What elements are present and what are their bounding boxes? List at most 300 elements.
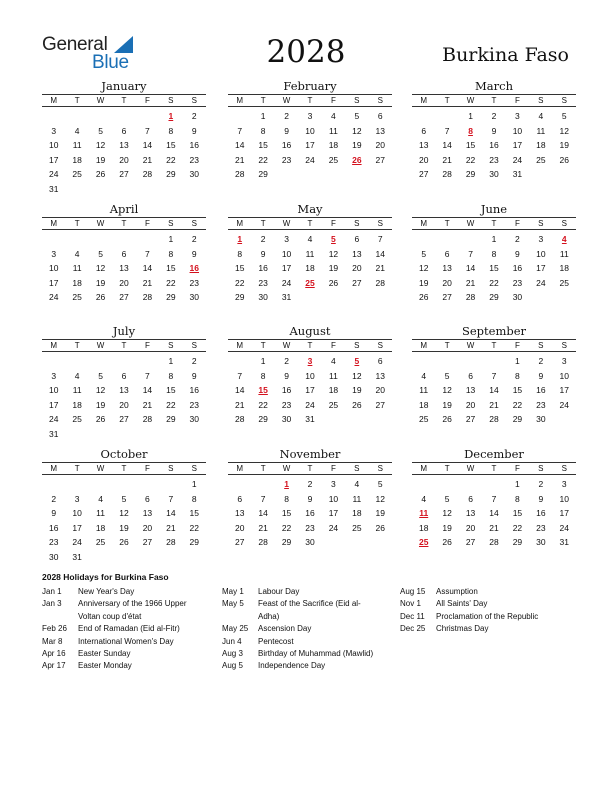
day: 17	[559, 508, 570, 519]
day: 18	[559, 263, 570, 274]
day: 8	[260, 370, 266, 381]
day: 25	[559, 277, 570, 288]
day: 16	[512, 263, 523, 274]
day: 24	[48, 292, 59, 303]
day: 30	[48, 551, 59, 562]
day: 11	[72, 140, 82, 151]
day: 9	[191, 370, 197, 381]
weekday-label: T	[74, 219, 80, 228]
day: 15	[166, 385, 176, 396]
holiday-date: Dec 25	[400, 624, 426, 634]
weekday-label: T	[260, 219, 266, 228]
day: 22	[166, 277, 176, 288]
day: 20	[375, 140, 386, 151]
day: 19	[442, 399, 452, 410]
day: 3	[284, 234, 289, 244]
day: 7	[377, 234, 383, 244]
day: 14	[258, 508, 268, 519]
empty-day	[412, 109, 435, 124]
weekday-label: T	[307, 464, 313, 473]
weekday-label: T	[491, 219, 497, 228]
day: 2	[538, 356, 544, 366]
day: 24	[328, 522, 339, 533]
weekday-label: S	[168, 96, 174, 105]
day: 28	[142, 169, 153, 180]
day: 8	[515, 493, 520, 504]
empty-day	[42, 232, 65, 247]
day: 26	[442, 537, 452, 548]
holiday-name: Pentecost	[258, 636, 294, 646]
day: 22	[166, 399, 176, 410]
weekday-label: T	[260, 96, 266, 105]
holiday-entry	[400, 623, 570, 635]
day: 6	[354, 234, 360, 244]
empty-day	[412, 354, 435, 369]
day: 7	[237, 370, 243, 381]
day: 13	[442, 263, 452, 274]
holiday-date: Aug 5	[222, 661, 243, 671]
day: 1	[168, 234, 174, 244]
logo-text-blue: Blue	[92, 52, 129, 73]
day: 6	[377, 356, 383, 366]
day: 20	[465, 399, 476, 410]
day: 11	[329, 370, 338, 381]
weekday-label: S	[354, 341, 360, 350]
day: 1	[491, 234, 497, 244]
day: 3	[561, 356, 567, 366]
day: 23	[48, 537, 59, 548]
empty-day	[89, 477, 112, 492]
day: 19	[352, 140, 362, 151]
day: 30	[281, 414, 292, 425]
day: 11	[419, 385, 429, 396]
day: 9	[260, 248, 266, 259]
day: 22	[166, 154, 176, 165]
day: 18	[72, 277, 82, 288]
weekday-header	[42, 339, 206, 352]
day: 24	[305, 399, 315, 410]
day: 29	[166, 169, 176, 180]
holiday-day: 3	[307, 356, 313, 366]
day: 20	[119, 399, 129, 410]
day-grid	[228, 109, 392, 182]
day: 4	[421, 370, 427, 381]
day: 18	[95, 522, 106, 533]
day: 23	[536, 399, 546, 410]
day: 26	[352, 399, 362, 410]
logo-text-general: General	[42, 34, 108, 55]
empty-day	[459, 477, 482, 492]
month-name: May	[297, 202, 323, 216]
day: 22	[512, 522, 523, 533]
month-name: April	[109, 202, 139, 216]
day: 18	[72, 399, 82, 410]
day: 8	[284, 493, 289, 504]
day: 4	[74, 370, 80, 381]
weekday-label: S	[538, 219, 544, 228]
day: 9	[284, 125, 289, 136]
empty-day	[65, 354, 88, 369]
day: 13	[352, 248, 362, 259]
day: 27	[465, 414, 476, 425]
day: 27	[119, 292, 129, 303]
day: 11	[352, 493, 362, 504]
weekday-header	[42, 462, 206, 475]
day: 29	[166, 414, 176, 425]
day: 24	[305, 154, 315, 165]
day: 25	[536, 154, 546, 165]
weekday-label: W	[282, 464, 291, 473]
weekday-label: S	[168, 341, 174, 350]
day: 17	[48, 154, 59, 165]
day: 21	[142, 277, 153, 288]
day: 31	[305, 414, 315, 425]
weekday-header	[228, 217, 392, 230]
weekday-label: M	[236, 219, 244, 228]
weekday-label: W	[96, 96, 105, 105]
holiday-day: 25	[305, 277, 315, 288]
weekday-label: T	[307, 96, 313, 105]
empty-day	[412, 477, 435, 492]
day: 17	[305, 385, 315, 396]
day: 29	[512, 414, 523, 425]
day: 9	[191, 248, 197, 259]
month-name: September	[461, 324, 527, 338]
day: 13	[119, 385, 129, 396]
day: 6	[237, 493, 243, 504]
day: 19	[559, 140, 570, 151]
day: 31	[281, 292, 292, 303]
day: 23	[512, 277, 523, 288]
month-name: November	[279, 447, 341, 461]
day-grid	[42, 477, 206, 565]
day: 4	[354, 479, 360, 489]
weekday-label: F	[514, 341, 520, 350]
day: 10	[48, 385, 59, 396]
holiday-name: Ascension Day	[258, 624, 312, 634]
day: 12	[328, 248, 339, 259]
day: 12	[95, 385, 106, 396]
day: 19	[375, 508, 386, 519]
day: 28	[258, 537, 268, 548]
month-august	[228, 324, 392, 427]
empty-day	[112, 109, 135, 124]
day: 23	[189, 154, 200, 165]
day: 21	[465, 277, 476, 288]
weekday-label: T	[74, 464, 80, 473]
day: 29	[166, 292, 176, 303]
day: 2	[538, 479, 544, 489]
day: 23	[536, 522, 546, 533]
day: 10	[305, 125, 315, 136]
weekday-label: W	[466, 341, 475, 350]
day: 11	[559, 248, 569, 259]
day: 8	[168, 125, 174, 136]
day: 12	[95, 140, 106, 151]
day: 6	[468, 370, 473, 381]
day: 2	[51, 493, 57, 504]
weekday-label: W	[96, 341, 105, 350]
day: 25	[72, 169, 82, 180]
day: 4	[538, 111, 544, 121]
day: 28	[489, 537, 499, 548]
empty-day	[42, 354, 65, 369]
day: 27	[375, 154, 386, 165]
day: 19	[442, 522, 452, 533]
weekday-label: S	[561, 341, 567, 350]
day: 14	[375, 248, 386, 259]
day: 14	[142, 263, 153, 274]
day: 15	[258, 140, 268, 151]
day: 15	[465, 140, 476, 151]
day: 21	[258, 522, 268, 533]
empty-day	[65, 232, 88, 247]
day: 19	[95, 277, 106, 288]
weekday-label: M	[420, 464, 428, 473]
day: 17	[72, 522, 82, 533]
weekday-label: W	[282, 96, 291, 105]
day: 9	[51, 508, 57, 519]
day: 13	[119, 263, 129, 274]
day: 27	[375, 399, 386, 410]
day: 5	[98, 248, 103, 259]
day: 15	[512, 385, 523, 396]
holiday-date: Jan 1	[42, 587, 62, 596]
month-name: February	[283, 79, 337, 93]
day: 10	[559, 493, 570, 504]
day: 2	[307, 479, 313, 489]
day: 10	[281, 248, 292, 259]
day: 4	[307, 234, 313, 244]
day: 24	[72, 537, 82, 548]
empty-day	[228, 109, 251, 124]
day: 26	[95, 169, 106, 180]
day: 13	[418, 140, 429, 151]
holiday-name: Labour Day	[258, 587, 300, 596]
holiday-name: Christmas Day	[436, 624, 489, 634]
day: 3	[561, 479, 567, 489]
holiday-day: 4	[561, 234, 567, 244]
weekday-label: S	[354, 464, 360, 473]
weekday-label: W	[466, 96, 475, 105]
month-name: June	[480, 202, 508, 216]
holiday-entry	[400, 611, 570, 623]
holiday-entry	[42, 598, 204, 623]
empty-day	[112, 354, 135, 369]
day-grid	[412, 354, 576, 427]
day: 30	[258, 292, 268, 303]
weekday-label: T	[260, 464, 266, 473]
day: 23	[281, 154, 292, 165]
day: 8	[260, 125, 266, 136]
weekday-label: S	[561, 464, 567, 473]
day: 7	[237, 125, 243, 136]
day: 25	[418, 414, 429, 425]
day: 2	[191, 356, 197, 366]
weekday-label: M	[420, 219, 428, 228]
day: 11	[72, 385, 82, 396]
holiday-day: 5	[354, 356, 360, 366]
weekday-label: T	[121, 96, 127, 105]
day: 14	[489, 385, 499, 396]
day: 15	[489, 263, 499, 274]
weekday-label: F	[330, 96, 336, 105]
day: 23	[305, 522, 315, 533]
day: 10	[305, 370, 315, 381]
day: 20	[119, 277, 129, 288]
month-name: July	[112, 324, 136, 338]
holiday-date: May 25	[222, 624, 249, 634]
day: 11	[96, 508, 105, 519]
holiday-day: 1	[237, 234, 243, 244]
month-february	[228, 79, 392, 182]
empty-day	[89, 109, 112, 124]
day: 22	[189, 522, 200, 533]
weekday-label: F	[514, 219, 520, 228]
day: 24	[536, 277, 546, 288]
day: 16	[189, 385, 200, 396]
day: 17	[559, 385, 570, 396]
day: 3	[51, 125, 57, 136]
day: 9	[491, 125, 497, 136]
day: 11	[305, 248, 315, 259]
weekday-header	[42, 217, 206, 230]
weekday-label: T	[307, 219, 313, 228]
day: 26	[119, 537, 129, 548]
day: 28	[234, 169, 245, 180]
day: 27	[234, 537, 245, 548]
holiday-day: 25	[418, 537, 429, 548]
holiday-name: Anniversary of the 1966 Upper Voltan coup d'état	[78, 599, 187, 621]
empty-day	[89, 354, 112, 369]
day: 16	[489, 140, 499, 151]
day-grid	[42, 109, 206, 197]
day: 15	[189, 508, 200, 519]
day: 22	[258, 399, 268, 410]
day: 10	[512, 125, 523, 136]
day: 10	[328, 493, 339, 504]
weekday-label: T	[444, 96, 450, 105]
holiday-date: Jun 4	[222, 636, 242, 646]
day: 3	[307, 111, 313, 121]
month-december	[412, 447, 576, 550]
month-april	[42, 202, 206, 305]
month-name: August	[289, 324, 331, 338]
day: 17	[536, 263, 546, 274]
holiday-name: Proclamation of the Republic	[436, 611, 539, 621]
day: 17	[48, 277, 59, 288]
empty-day	[136, 232, 159, 247]
day: 6	[377, 111, 383, 121]
month-name: December	[464, 447, 524, 461]
day: 6	[444, 248, 450, 259]
day: 13	[375, 370, 386, 381]
day: 7	[260, 493, 266, 504]
day: 7	[444, 125, 450, 136]
day: 23	[489, 154, 499, 165]
day: 8	[168, 248, 174, 259]
day: 15	[281, 508, 292, 519]
weekday-header	[412, 94, 576, 107]
day: 12	[442, 385, 452, 396]
weekday-label: W	[282, 341, 291, 350]
weekday-header	[228, 339, 392, 352]
day: 27	[442, 292, 452, 303]
weekday-label: S	[538, 464, 544, 473]
day: 6	[145, 493, 150, 504]
weekday-header	[228, 462, 392, 475]
day: 22	[489, 277, 499, 288]
day-grid	[412, 232, 576, 305]
day: 12	[352, 125, 362, 136]
day: 4	[74, 248, 80, 259]
country-name: Burkina Faso	[442, 44, 569, 66]
empty-day	[228, 477, 251, 492]
holiday-name: Birthday of Muhammad (Mawlid)	[258, 649, 374, 659]
day: 18	[305, 263, 315, 274]
holiday-entry	[222, 598, 380, 623]
day: 30	[189, 292, 200, 303]
holiday-entry	[42, 636, 204, 648]
holiday-date: Aug 15	[400, 587, 426, 596]
day: 4	[98, 493, 103, 504]
empty-day	[42, 109, 65, 124]
day: 24	[559, 399, 570, 410]
weekday-header	[412, 339, 576, 352]
day: 2	[491, 111, 497, 121]
empty-day	[412, 232, 435, 247]
day: 29	[189, 537, 200, 548]
holiday-name: Independence Day	[258, 661, 326, 671]
weekday-label: M	[50, 219, 58, 228]
day: 16	[536, 385, 546, 396]
day: 26	[328, 277, 339, 288]
weekday-label: M	[50, 341, 58, 350]
day-grid	[228, 477, 392, 550]
day: 23	[281, 399, 292, 410]
empty-day	[482, 354, 505, 369]
day: 20	[234, 522, 245, 533]
day: 17	[305, 140, 315, 151]
weekday-label: F	[144, 341, 150, 350]
day: 30	[536, 414, 546, 425]
day: 4	[331, 111, 336, 121]
weekday-label: T	[307, 341, 313, 350]
day: 28	[489, 414, 499, 425]
month-name: January	[101, 79, 147, 93]
empty-day	[112, 232, 135, 247]
empty-day	[65, 109, 88, 124]
day: 17	[48, 399, 59, 410]
empty-day	[459, 232, 482, 247]
weekday-label: F	[144, 219, 150, 228]
empty-day	[459, 354, 482, 369]
day: 1	[260, 356, 266, 366]
day: 12	[559, 125, 570, 136]
weekday-header	[228, 94, 392, 107]
weekday-label: S	[354, 96, 360, 105]
day: 28	[465, 292, 476, 303]
holiday-date: Jan 3	[42, 599, 62, 609]
holiday-name: All Saints' Day	[436, 599, 488, 609]
day: 1	[468, 111, 473, 121]
weekday-label: W	[96, 464, 105, 473]
weekday-label: T	[74, 96, 80, 105]
holiday-date: Feb 26	[42, 624, 67, 634]
weekday-label: M	[236, 96, 244, 105]
day: 2	[284, 356, 289, 366]
day: 31	[559, 537, 570, 548]
